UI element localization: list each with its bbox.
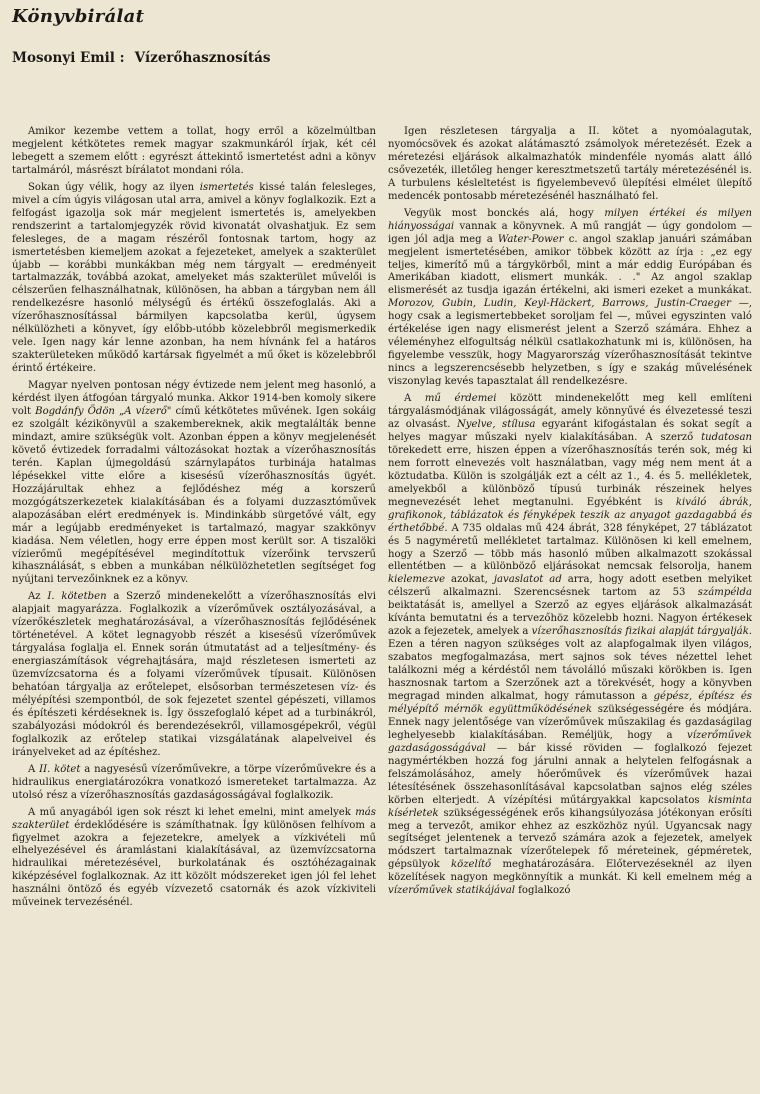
- emphasis: gépész, építész és mélyépítő mérnök együttműködésének: [388, 690, 752, 715]
- emphasis: Water-Power: [497, 233, 564, 245]
- emphasis: milyen értékei és milyen hiányosságai: [388, 207, 752, 232]
- paragraph: Sokan úgy vélik, hogy az ilyen ismertetés kissé talán felesleges, mivel a cím úgyis világosan utal arra, amivel a könyv foglalkozik. Ezt a felfogást igazolja sok már megjelent ismertetés is, amelyekben rendszerint a tartalomjegyzék rövid kivonatát olvashatjuk. Ez sem felesleges, de a magam részéről fontosnak tartom, hogy az ismertetésben kiemeljem azokat a fejezeteket, amelyek a szakterület újabb — korábbi munkákban még nem tárgyalt — eredményeit tartalmazzák, továbbá azokat, amelyeket más szakterület művelői is célszerűen felhasználhatnak, különösen, ha abban a tárgyban nem áll rendelkezésre hasonló mélységű és értékű összefoglalás. Aki a vízerőhasznosítással bármilyen kapcsolatba kerül, úgysem nélkülözheti a könyvet, így előbb-utóbb közelebbről megismerkedik vele. Igen nagy kár lenne azonban, ha nem hívnánk fel a határos szakterületeken működő kartársak figyelmét a mű őket is közelebbről érintő értékeire.: [12, 181, 376, 375]
- paragraph: A II. kötet a nagyesésű vízerőművekre, a törpe vízerőművekre és a hidraulikus energiatározókra vonatkozó ismereteket tartalmazza. Az utolsó rész a vízerőhasznosítás gazdaságosságával foglalkozik.: [12, 763, 376, 801]
- review-heading: [12, 50, 271, 66]
- emphasis: mű érdemei: [424, 393, 497, 405]
- emphasis: vízerőhasznosítás fizikai alapját tárgyalják.: [531, 626, 752, 638]
- emphasis: számpélda: [697, 587, 752, 599]
- emphasis: II. kötet: [39, 763, 81, 775]
- review-title: Vízerőhasznosítás: [134, 50, 271, 66]
- emphasis: Nyelve, stílusa: [456, 418, 536, 430]
- emphasis: más szakterület: [12, 806, 376, 831]
- paragraph: Vegyük most bonckés alá, hogy milyen értékei és milyen hiányosságai vannak a könyvnek. A mű rangját — úgy gondolom — igen jól adja meg a Water-Power c. angol szaklap januári számában megjelent ismertetésében, amikor többek között az írja : „ez egy teljes, kimerítő mű a tárgykörből, mint a már eddig Európában és Amerikában kiadott, elismert munkák. . ." Az angol szaklap elismerését az tusdja igazán értékelni, aki ismeri ezeket a munkákat. Morozov, Gubin, Ludin, Keyl-Häckert, Barrows, Justin-Craeger —, hogy csak a legismertebbeket soroljam fel —, művei egyszinten való értékelése igen nagy elismerést jelent a Szerző számára. Ehhez a véleményhez elfogultság nélkül csatlakozhatunk mi is, különösen, ha figyelembe vesszük, hogy Magyarország vízerőhasznosítását tekintve nincs a legszerencsésebb helyzetben, s így e szakág művelésének viszonylag kevés tapasztalat áll rendelkezésre.: [388, 207, 752, 388]
- emphasis: I. kötetben: [47, 591, 107, 603]
- emphasis: javaslatot ad: [493, 574, 562, 586]
- column-right: [388, 126, 752, 1092]
- paragraph: Amikor kezembe vettem a tollat, hogy erről a közelmúltban megjelent kétkötetes remek magyar szakmunkáról írjak, két cél lebegett a szemem előtt : egyrészt áttekintő ismertetést adni a könyv tartalmáról, másrészt bírálatot mondani róla.: [12, 126, 376, 176]
- emphasis: ismertetés: [199, 181, 254, 193]
- paragraph: Az I. kötetben a Szerző mindenekelőtt a vízerőhasznosítás elvi alapjait magyarázza. Foglalkozik a vízerőművek osztályozásával, a vízerőkészletek meghatározásával, a vízerőhasznosítás fejlődésének történetével. A kötet legnagyobb részét a kisesésű vízerőművek tárgyalása foglalja el. Ennek során útmutatást ad a teljesítmény- és energiaszámítások végrehajtására, majd részletesen ismerteti az üzemvízcsatorna és a folyami vízerőművek típusait. Különösen behatóan tárgyalja az erőtelepet, elsősorban természetesen víz- és mélyépítési szempontból, de sok fejezetet szentel gépészeti, villamos és építészeti kérdéseknek is. Így összefoglaló képet ad a turbinákról, szabályozási módokról és berendezésekről, villamosgépekről, végül foglalkozik az erőtelep statikai vizsgálatának alapelveivel és irányelveket ad az építéshez.: [12, 591, 376, 758]
- paragraph: Magyar nyelven pontosan négy évtizede nem jelent meg hasonló, a kérdést ilyen átfogóan tárgyaló munka. Akkor 1914-ben komoly sikere volt Bogdánfy Ödön „A vízerő" című kétkötetes művének. Igen sokáig ez szolgált kézikönyvül a szakembereknek, akik megtalálták benne mindazt, amire szükségük volt. Azonban éppen a könyv megjelenését követő évtizedek forradalmi változásokat hoztak a vízerőhasznosítás terén. Kaplan újmegoldású szárnylapátos turbinája hatalmas lépésekkel vitte előre a kisesésű vízerőhasznosítás ügyét. Hozzájárultak ehhez a fejlődéshez még a korszerű mozgógátszerkezetek kialakításában és a folyami duzzasztóművek alapozásában elért eredmények is. Mindinkább sürgetővé vált, egy már a legújabb eredményeket is tartalmazó, magyar szakkönyv kiadása. Nem véletlen, hogy erre éppen most került sor. A tiszalöki vízierőmű megépítésével megindítottuk vízerőink tervszerű kihasználását, s ebben a munkában nélkülözhetetlen segítséget fog nyújtani tervezőinknek ez a könyv.: [12, 380, 376, 586]
- emphasis: vízerőművek statikájával: [388, 885, 515, 897]
- emphasis: A vízerő: [124, 406, 167, 418]
- emphasis: kielemezve: [388, 574, 446, 586]
- emphasis: kisminta kísérletek: [388, 794, 752, 819]
- emphasis: tudatosan: [701, 431, 752, 443]
- emphasis: vízerőművek gazdaságosságával: [388, 729, 752, 754]
- paragraph: A mű érdemei között mindenekelőtt meg kell említeni tárgyalásmódjának világosságát, amely könnyűvé és élvezetessé teszi az olvasást. Nyelve, stílusa egyaránt kifogástalan és sokat segít a helyes magyar műszaki nyelv kialakításában. A szerző tudatosan törekedett erre, hiszen éppen a vízerőhasznosítás terén sok, még ki nem forrott elnevezés volt használatban, vagy még nem ment át a köztudatba. Külön is szolgálják ezt a célt az 1., 4. és 5. mellékletek, amelyekből a különböző típusú turbinák részeinek helyes megnevezését lehet megtanulni. Egyébként is kiváló ábrák, grafikonok, táblázatok és fényképek teszik az anyagot gazdagabbá és érthetőbbé. A 735 oldalas mű 424 ábrát, 328 fényképet, 27 táblázatot és 5 nagyméretű mellékletet tartalmaz. Különösen ki kell emelnem, hogy a Szerző — több más hasonló műben alkalmazott szokással ellentétben — a különböző eljárásokat nemcsak felsorolja, hanem kielemezve azokat, javaslatot ad arra, hogy adott esetben melyiket célszerű alkalmazni. Szerencsésnek tartom az 53 számpélda beiktatását is, amellyel a Szerző az egyes eljárások alkalmazását kívánta bemutatni és a tervezőhöz közelebb hozni. Nagyon értékesek azok a fejezetek, amelyek a vízerőhasznosítás fizikai alapját tárgyalják. Ezen a téren nagyon szükséges volt az alapfogalmak ilyen világos, szabatos megfogalmazása, mert sajnos sok téves nézettel lehet találkozni még a kérdéstől nem távolálló műszaki körökben is. Igen hasznosnak tartom a Szerzőnek azt a törekvését, hogy a könyvben megragad minden alkalmat, hogy rámutasson a gépész, építész és mélyépítő mérnök együttműködésének szükségességére és módjára. Ennek nagy jelentősége van vízerőművek műszakilag és gazdaságilag leghelyesebb kialakításában. Reméljük, hogy a vízerőművek gazdaságosságával — bár kissé röviden — foglalkozó fejezet nagymértékben hozzá fog járulni annak a helytelen felfogásnak a felszámolásához, amely hőerőművek és vízerőművek hazai létesítésének összehasonlításával kapcsolatban sajnos elég széles körben elterjedt. A vízépítési műtárgyakkal kapcsolatos kisminta kísérletek szükségességének erős kihangsúlyozása jótékonyan erősíti meg a tervezőt, amikor ehhez az eszközhöz nyúl. Ugyancsak nagy segítséget jelentenek a tervező számára azok a fejezetek, amelyek módszert tartalmaznak vízerőtelepek fő méreteinek, gépméretek, gépsülyok közelítő meghatározására. Előtervezéseknél az ilyen közelítések nagyon megkönnyítik a munkát. Ki kell emelnem még a vízerőművek statikájával foglalkozó: [388, 393, 752, 897]
- emphasis: közelítő: [451, 859, 492, 871]
- paragraph: Igen részletesen tárgyalja a II. kötet a nyomóalagutak, nyomócsövek és azokat alátámasztó zsámolyok méretezését. Ezek a méretezési eljárások alkalmazhatók mindenféle nyomás alatt álló csővezeték, illetőleg henger keresztmetszetű tartály méretezésénél is. A turbulens késleltetést is figyelembevevő ülepítési elmélet ülepítő medencék pontosabb méretezésénél használható fel.: [388, 126, 752, 202]
- review-author: Mosonyi Emil :: [12, 50, 125, 66]
- article-body: [12, 126, 752, 1092]
- emphasis: Morozov, Gubin, Ludin, Keyl-Häckert, Barrows, Justin-Craeger: [388, 298, 731, 310]
- paragraph: A mű anyagából igen sok részt ki lehet emelni, mint amelyek más szakterület érdeklődésére is számíthatnak. Így különösen felhívom a figyelmet azokra a fejezetekre, amelyek a vízkivételi mű elhelyezésével és áramlástani kialakításával, az üzemvízcsatorna hidraulikai méretezésével, burkolatának és osztóhézagainak kiképzésével foglalkoznak. Az itt közölt módszereket igen jól fel lehet használni öntöző és egyéb vízvezető csatornák és azok vízkiviteli műveinek tervezésénél.: [12, 806, 376, 909]
- emphasis: Bogdánfy Ödön: [35, 406, 115, 418]
- emphasis: kiváló ábrák, grafikonok, táblázatok és fényképek teszik az anyagot gazdagabbá és érthetőbbé.: [388, 496, 752, 534]
- column-left: [12, 126, 376, 1092]
- section-title: Könyvbirálat: [12, 6, 145, 27]
